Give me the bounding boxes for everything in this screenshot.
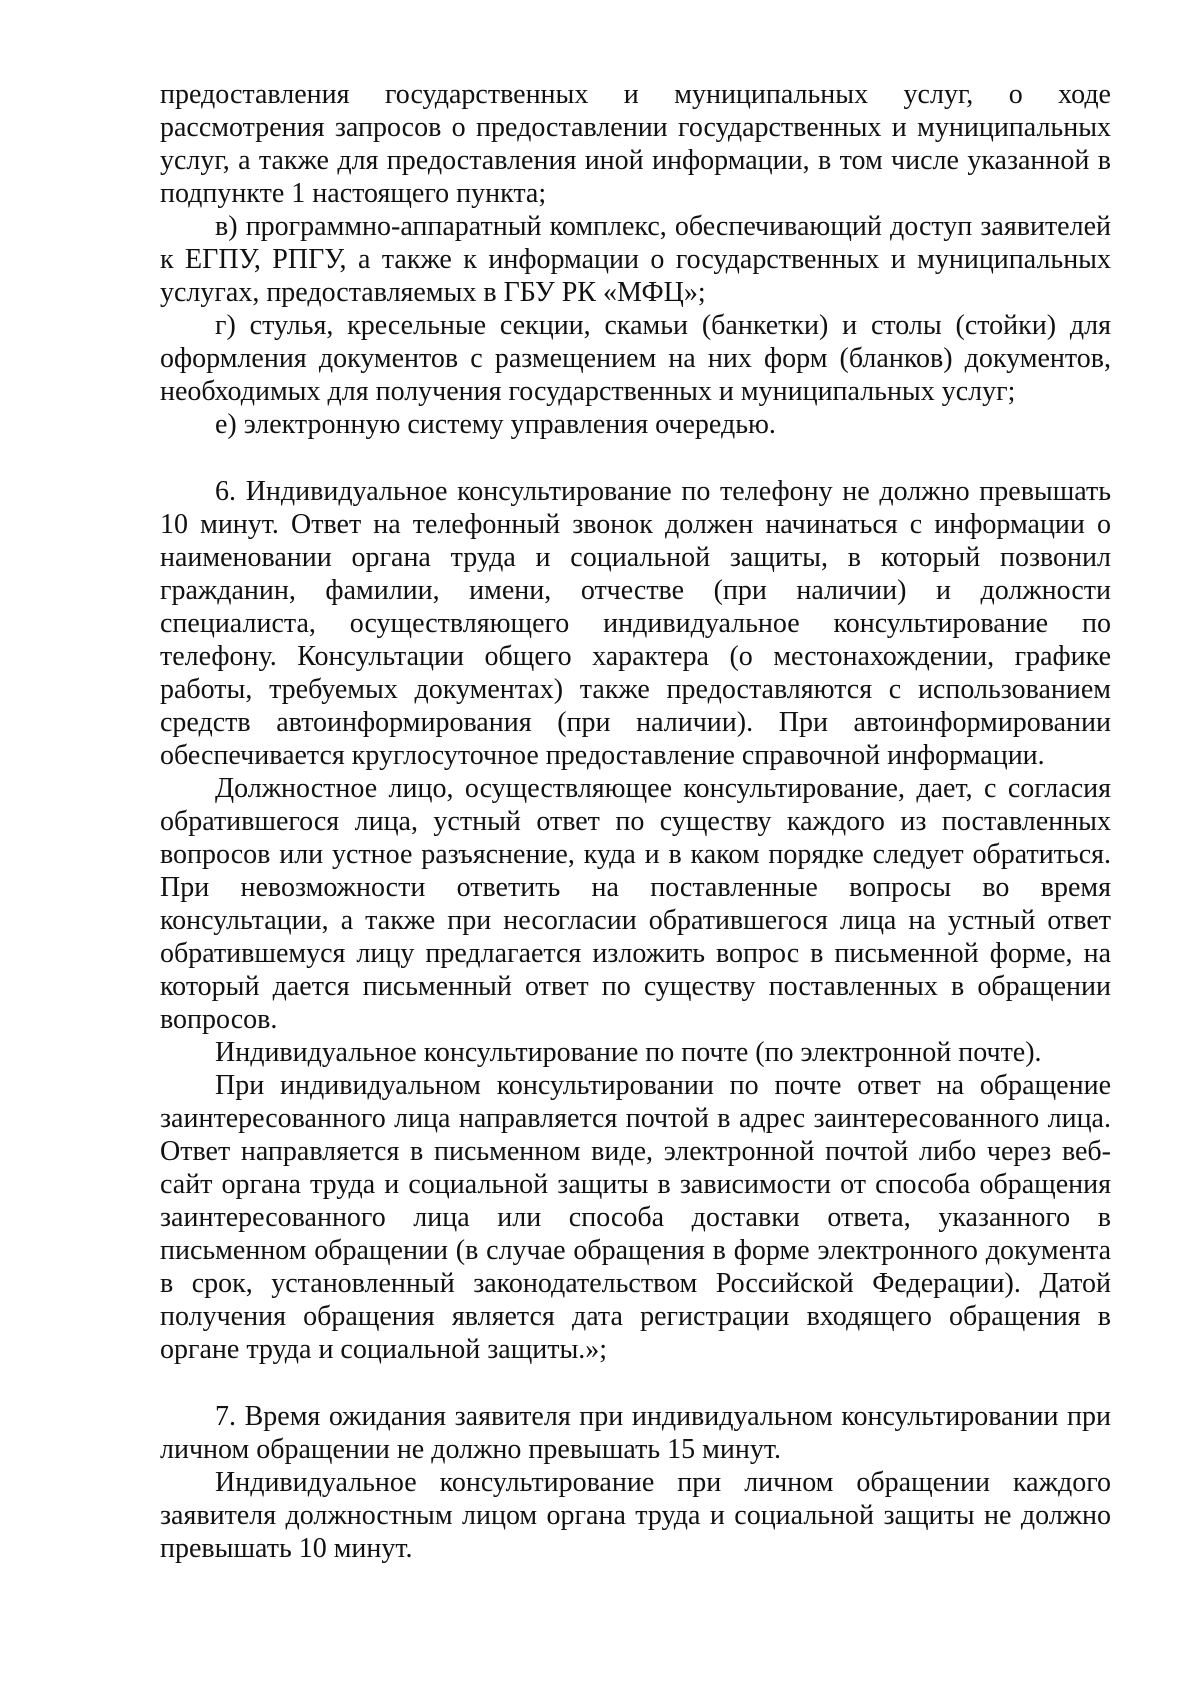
- paragraph-official-consulting: Должностное лицо, осуществляющее консультирование, дает, с согласия обратившегося лица, устный ответ по существу каждого из поставленных вопросов или устное разъяснение, куда и в каком порядке следует обратиться. При невозможности ответить на поставленные вопросы во время консультации, а также при несогласии обратившегося лица на устный ответ обратившемуся лицу предлагается изложить вопрос в письменной форме, на который дается письменный ответ по существу поставленных в обращении вопросов.: [160, 773, 1111, 1035]
- document-body: [160, 78, 1111, 1565]
- paragraph-mail-consulting: При индивидуальном консультировании по почте ответ на обращение заинтересованного лица направляется почтой в адрес заинтересованного лица. Ответ направляется в письменном виде, электронной почтой либо через веб-сайт органа труда и социальной защиты в зависимости от способа обращения заинтересованного лица или способа доставки ответа, указанного в письменном обращении (в случае обращения в форме электронного документа в срок, установленный законодательством Российской Федерации). Датой получения обращения является дата регистрации входящего обращения в органе труда и социальной защиты.»;: [160, 1070, 1111, 1365]
- paragraph-item-e: е) электронную систему управления очередью.: [215, 409, 776, 440]
- paragraph-mail-consulting-heading: Индивидуальное консультирование по почте (по электронной почте).: [215, 1037, 1042, 1068]
- paragraph-item-v: в) программно-аппаратный комплекс, обеспечивающий доступ заявителей к ЕГПУ, РПГУ, а также к информации о государственных и муниципальных услугах, предоставляемых в ГБУ РК «МФЦ»;: [160, 211, 1111, 308]
- paragraph-continuation: предоставления государственных и муниципальных услуг, о ходе рассмотрения запросов о предоставлении государственных и муниципальных услуг, а также для предоставления иной информации, в том числе указанной в подпункте 1 настоящего пункта;: [160, 79, 1111, 209]
- paragraph-item-g: г) стулья, кресельные секции, скамьи (банкетки) и столы (стойки) для оформления документов с размещением на них форм (бланков) документов, необходимых для получения государственных и муниципальных услуг;: [160, 310, 1111, 407]
- paragraph-point-6: 6. Индивидуальное консультирование по телефону не должно превышать 10 минут. Ответ на телефонный звонок должен начинаться с информации о наименовании органа труда и социальной защиты, в который позвонил гражданин, фамилии, имени, отчестве (при наличии) и должности специалиста, осуществляющего индивидуальное консультирование по телефону. Консультации общего характера (о местонахождении, графике работы, требуемых документах) также предоставляются с использованием средств автоинформирования (при наличии). При автоинформировании обеспечивается круглосуточное предоставление справочной информации.: [160, 476, 1111, 771]
- paragraph-personal-consulting: Индивидуальное консультирование при личном обращении каждого заявителя должностным лицом органа труда и социальной защиты не должно превышать 10 минут.: [160, 1467, 1111, 1564]
- paragraph-point-7: 7. Время ожидания заявителя при индивидуальном консультировании при личном обращении не должно превышать 15 минут.: [160, 1401, 1111, 1465]
